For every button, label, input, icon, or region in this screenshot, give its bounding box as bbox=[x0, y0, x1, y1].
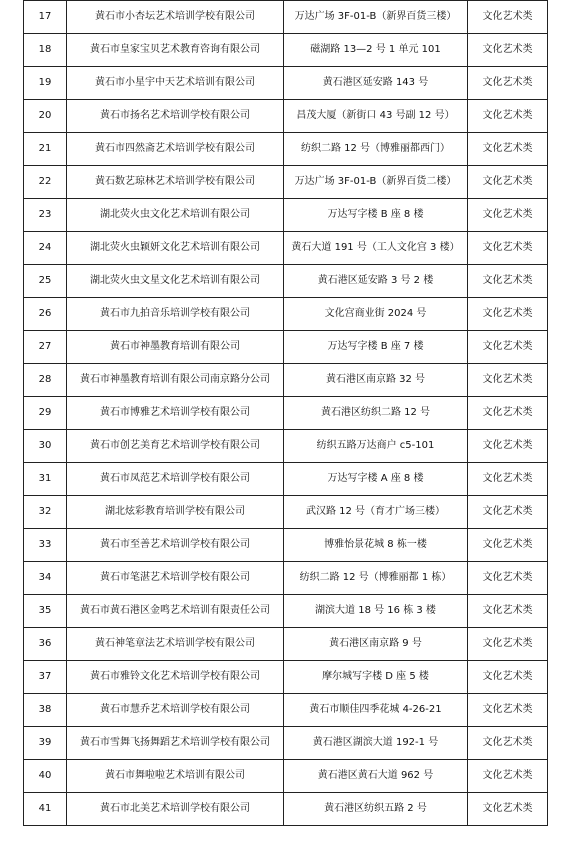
table-row bbox=[24, 364, 548, 397]
table-row bbox=[24, 694, 548, 727]
institution-table bbox=[23, 0, 548, 826]
address-cell: 黄石港区黄石大道 962 号 bbox=[284, 760, 468, 793]
table-row bbox=[24, 661, 548, 694]
row-number-cell: 21 bbox=[24, 133, 67, 166]
row-number-cell: 29 bbox=[24, 397, 67, 430]
address-cell: 磁湖路 13—2 号 1 单元 101 bbox=[284, 34, 468, 67]
category-cell: 文化艺术类 bbox=[468, 595, 548, 628]
address-cell: 万达写字楼 B 座 7 楼 bbox=[284, 331, 468, 364]
address-cell: 黄石市顺佳四季花城 4-26-21 bbox=[284, 694, 468, 727]
address-cell: 摩尔城写字楼 D 座 5 楼 bbox=[284, 661, 468, 694]
institution-name-cell: 黄石市笔湛艺术培训学校有限公司 bbox=[67, 562, 284, 595]
address-cell: 昌茂大厦（新街口 43 号副 12 号） bbox=[284, 100, 468, 133]
table-row bbox=[24, 760, 548, 793]
table-row bbox=[24, 595, 548, 628]
table-row bbox=[24, 1, 548, 34]
category-cell: 文化艺术类 bbox=[468, 100, 548, 133]
address-cell: 博雅怡景花城 8 栋一楼 bbox=[284, 529, 468, 562]
institution-name-cell: 黄石市博雅艺术培训学校有限公司 bbox=[67, 397, 284, 430]
row-number-cell: 19 bbox=[24, 67, 67, 100]
address-cell: 黄石港区延安路 143 号 bbox=[284, 67, 468, 100]
category-cell: 文化艺术类 bbox=[468, 463, 548, 496]
row-number-cell: 38 bbox=[24, 694, 67, 727]
table-row bbox=[24, 397, 548, 430]
institution-name-cell: 黄石市黄石港区金鸣艺术培训有限责任公司 bbox=[67, 595, 284, 628]
institution-name-cell: 黄石市雪舞飞扬舞蹈艺术培训学校有限公司 bbox=[67, 727, 284, 760]
institution-name-cell: 黄石市舞啦啦艺术培训有限公司 bbox=[67, 760, 284, 793]
table-row bbox=[24, 331, 548, 364]
institution-name-cell: 黄石数艺琼林艺术培训学校有限公司 bbox=[67, 166, 284, 199]
institution-name-cell: 黄石市凤范艺术培训学校有限公司 bbox=[67, 463, 284, 496]
table-row bbox=[24, 133, 548, 166]
category-cell: 文化艺术类 bbox=[468, 331, 548, 364]
table-row bbox=[24, 463, 548, 496]
category-cell: 文化艺术类 bbox=[468, 397, 548, 430]
row-number-cell: 18 bbox=[24, 34, 67, 67]
table-row bbox=[24, 562, 548, 595]
row-number-cell: 24 bbox=[24, 232, 67, 265]
category-cell: 文化艺术类 bbox=[468, 496, 548, 529]
category-cell: 文化艺术类 bbox=[468, 760, 548, 793]
row-number-cell: 20 bbox=[24, 100, 67, 133]
category-cell: 文化艺术类 bbox=[468, 628, 548, 661]
institution-name-cell: 黄石市小杏坛艺术培训学校有限公司 bbox=[67, 1, 284, 34]
row-number-cell: 37 bbox=[24, 661, 67, 694]
institution-name-cell: 黄石市创艺美育艺术培训学校有限公司 bbox=[67, 430, 284, 463]
institution-name-cell: 黄石市慧乔艺术培训学校有限公司 bbox=[67, 694, 284, 727]
category-cell: 文化艺术类 bbox=[468, 34, 548, 67]
address-cell: 万达广场 3F-01-B（新界百货二楼） bbox=[284, 166, 468, 199]
category-cell: 文化艺术类 bbox=[468, 166, 548, 199]
institution-name-cell: 黄石市至善艺术培训学校有限公司 bbox=[67, 529, 284, 562]
address-cell: 纺织二路 12 号（博雅丽都西门） bbox=[284, 133, 468, 166]
row-number-cell: 17 bbox=[24, 1, 67, 34]
row-number-cell: 28 bbox=[24, 364, 67, 397]
address-cell: 武汉路 12 号（育才广场三楼） bbox=[284, 496, 468, 529]
row-number-cell: 36 bbox=[24, 628, 67, 661]
institution-name-cell: 黄石市神墨教育培训有限公司南京路分公司 bbox=[67, 364, 284, 397]
row-number-cell: 30 bbox=[24, 430, 67, 463]
category-cell: 文化艺术类 bbox=[468, 1, 548, 34]
category-cell: 文化艺术类 bbox=[468, 364, 548, 397]
address-cell: 纺织五路万达商户 c5-101 bbox=[284, 430, 468, 463]
institution-name-cell: 黄石市北美艺术培训学校有限公司 bbox=[67, 793, 284, 826]
institution-name-cell: 黄石市九拍音乐培训学校有限公司 bbox=[67, 298, 284, 331]
address-cell: 万达写字楼 A 座 8 楼 bbox=[284, 463, 468, 496]
category-cell: 文化艺术类 bbox=[468, 430, 548, 463]
category-cell: 文化艺术类 bbox=[468, 265, 548, 298]
row-number-cell: 40 bbox=[24, 760, 67, 793]
row-number-cell: 25 bbox=[24, 265, 67, 298]
row-number-cell: 33 bbox=[24, 529, 67, 562]
category-cell: 文化艺术类 bbox=[468, 133, 548, 166]
category-cell: 文化艺术类 bbox=[468, 562, 548, 595]
category-cell: 文化艺术类 bbox=[468, 661, 548, 694]
row-number-cell: 35 bbox=[24, 595, 67, 628]
institution-name-cell: 湖北炫彩教育培训学校有限公司 bbox=[67, 496, 284, 529]
table-row bbox=[24, 529, 548, 562]
address-cell: 黄石港区南京路 9 号 bbox=[284, 628, 468, 661]
category-cell: 文化艺术类 bbox=[468, 67, 548, 100]
address-cell: 黄石港区纺织二路 12 号 bbox=[284, 397, 468, 430]
institution-name-cell: 湖北荧火虫文星文化艺术培训有限公司 bbox=[67, 265, 284, 298]
row-number-cell: 23 bbox=[24, 199, 67, 232]
address-cell: 万达广场 3F-01-B（新界百货三楼） bbox=[284, 1, 468, 34]
table-row bbox=[24, 793, 548, 826]
institution-name-cell: 黄石市神墨教育培训有限公司 bbox=[67, 331, 284, 364]
institution-name-cell: 黄石神笔章法艺术培训学校有限公司 bbox=[67, 628, 284, 661]
category-cell: 文化艺术类 bbox=[468, 727, 548, 760]
table-row bbox=[24, 496, 548, 529]
row-number-cell: 27 bbox=[24, 331, 67, 364]
row-number-cell: 26 bbox=[24, 298, 67, 331]
table-body bbox=[24, 1, 548, 826]
address-cell: 文化宫商业街 2024 号 bbox=[284, 298, 468, 331]
table-row bbox=[24, 34, 548, 67]
table-row bbox=[24, 199, 548, 232]
address-cell: 黄石港区纺织五路 2 号 bbox=[284, 793, 468, 826]
address-cell: 湖滨大道 18 号 16 栋 3 楼 bbox=[284, 595, 468, 628]
address-cell: 万达写字楼 B 座 8 楼 bbox=[284, 199, 468, 232]
institution-name-cell: 黄石市扬名艺术培训学校有限公司 bbox=[67, 100, 284, 133]
category-cell: 文化艺术类 bbox=[468, 298, 548, 331]
table-row bbox=[24, 265, 548, 298]
address-cell: 黄石港区湖滨大道 192-1 号 bbox=[284, 727, 468, 760]
category-cell: 文化艺术类 bbox=[468, 529, 548, 562]
row-number-cell: 34 bbox=[24, 562, 67, 595]
address-cell: 黄石港区南京路 32 号 bbox=[284, 364, 468, 397]
row-number-cell: 31 bbox=[24, 463, 67, 496]
category-cell: 文化艺术类 bbox=[468, 199, 548, 232]
address-cell: 黄石港区延安路 3 号 2 楼 bbox=[284, 265, 468, 298]
institution-name-cell: 黄石市雅铃文化艺术培训学校有限公司 bbox=[67, 661, 284, 694]
table-row bbox=[24, 166, 548, 199]
institution-name-cell: 湖北荧火虫文化艺术培训有限公司 bbox=[67, 199, 284, 232]
category-cell: 文化艺术类 bbox=[468, 793, 548, 826]
category-cell: 文化艺术类 bbox=[468, 694, 548, 727]
table-row bbox=[24, 100, 548, 133]
table-row bbox=[24, 628, 548, 661]
institution-name-cell: 黄石市小星宇中天艺术培训有限公司 bbox=[67, 67, 284, 100]
row-number-cell: 39 bbox=[24, 727, 67, 760]
address-cell: 黄石大道 191 号（工人文化宫 3 楼） bbox=[284, 232, 468, 265]
row-number-cell: 32 bbox=[24, 496, 67, 529]
table-row bbox=[24, 430, 548, 463]
table-row bbox=[24, 67, 548, 100]
table-row bbox=[24, 298, 548, 331]
table-row bbox=[24, 232, 548, 265]
row-number-cell: 41 bbox=[24, 793, 67, 826]
address-cell: 纺织二路 12 号（博雅丽都 1 栋） bbox=[284, 562, 468, 595]
institution-name-cell: 黄石市四然斋艺术培训学校有限公司 bbox=[67, 133, 284, 166]
table-row bbox=[24, 727, 548, 760]
category-cell: 文化艺术类 bbox=[468, 232, 548, 265]
row-number-cell: 22 bbox=[24, 166, 67, 199]
institution-name-cell: 黄石市皇家宝贝艺术教育咨询有限公司 bbox=[67, 34, 284, 67]
institution-name-cell: 湖北荧火虫颖妍文化艺术培训有限公司 bbox=[67, 232, 284, 265]
